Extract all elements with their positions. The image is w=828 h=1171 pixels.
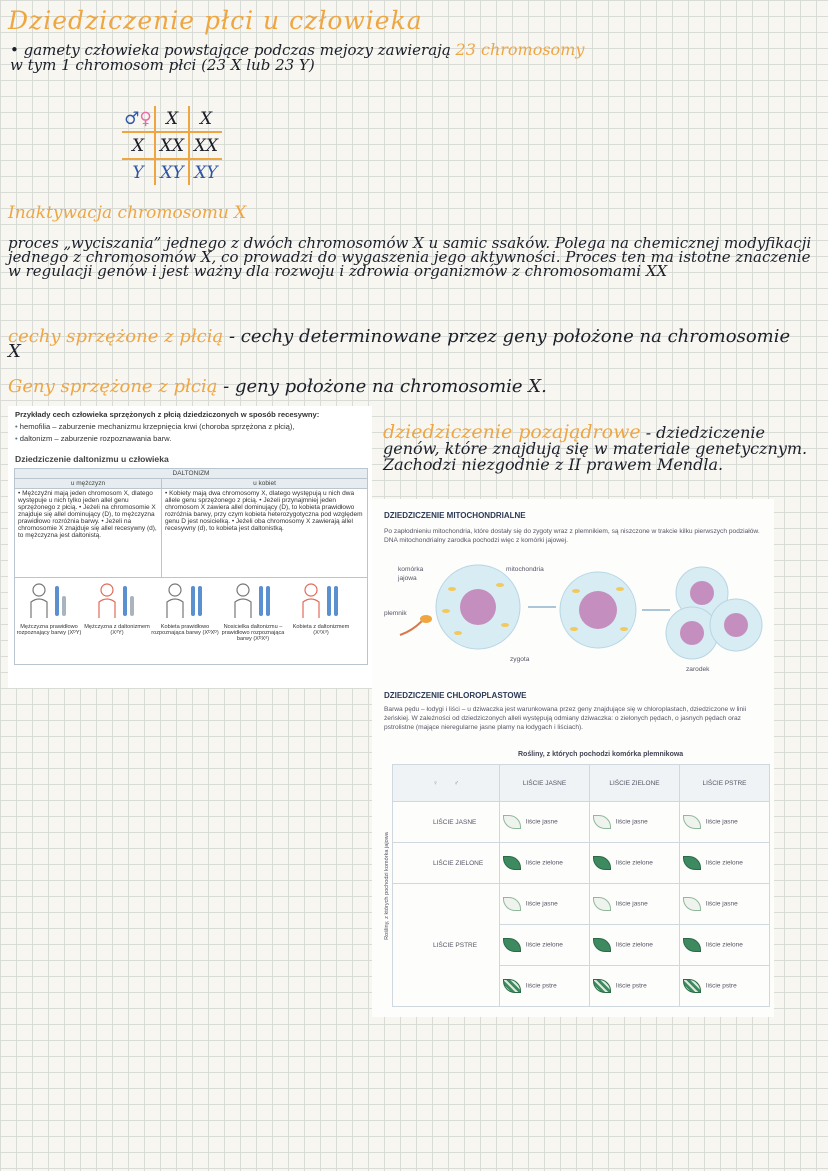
col-women: u kobiet (162, 479, 368, 489)
cell: liście jasne (680, 802, 770, 843)
textbook-daltonism (8, 406, 372, 688)
chloroplast-table (392, 764, 770, 1007)
gametes-line1: • gamety człowieka powstające podczas mejozy zawierają (10, 41, 451, 59)
header-col: LIŚCIE JASNE (500, 765, 590, 802)
header-col: LIŚCIE ZIELONE (590, 765, 680, 802)
person-label: Kobieta z daltonizmem (XᵈXᵈ) (292, 624, 350, 636)
table-caption: Rośliny, z których pochodzi komórka plemnikowa (518, 751, 684, 758)
cell: liście pstre (680, 966, 770, 1007)
table-title: DALTONIZM (15, 469, 368, 479)
punnett-corner: ♂♀ (122, 106, 155, 132)
definition-text: - geny położone na chromosomie X. (223, 376, 547, 397)
punnett-cell: XX (155, 132, 189, 159)
chl-title: DZIEDZICZENIE CHLOROPLASTOWE (384, 691, 527, 700)
person-figure (83, 578, 151, 636)
cell: liście zielone (500, 843, 590, 884)
book1-bullet-2: • daltonizm – zaburzenie rozpoznawania barw. (15, 434, 172, 443)
person-icon (95, 582, 139, 622)
gametes-note (10, 42, 820, 73)
definition-text: - dziedziczenie genów, które znajdują się w materiale genetycznym. Zachodzi niezgodnie z II prawem Mendla. (383, 423, 808, 474)
daltonism-table (14, 468, 368, 665)
mito-text: Po zapłodnieniu mitochondria, które dostały się do zygoty wraz z plemnikiem, są niszczone w trakcie kilku pierwszych podziałów. DNA mitochondrialny zarodka pochodzi więc z komórki jajowej. (384, 528, 760, 544)
book1-intro: Przykłady cech człowieka sprzężonych z płcią dziedziczonych w sposób recesywny: (15, 410, 320, 419)
person-icon (27, 582, 71, 622)
cell: liście pstre (590, 966, 680, 1007)
punnett-square (122, 106, 222, 185)
men-text: • Mężczyźni mają jeden chromosom X, dlatego występuje u nich tylko jeden allel genu sprzężonego z płcią. • Jeżeli na chromosomie X znajduje się allel dominujący (D), to mężczyzna prawidłowo rozróżnia barwy. • Jeżeli na chromosomie X znajduje się allel recesywny (d), to mężczyzna jest daltonistą. (15, 489, 162, 578)
label-sperm: plemnik (384, 610, 407, 617)
person-label: Kobieta prawidłowo rozpoznająca barwy (XᴰXᴰ) (151, 624, 219, 636)
person-figure (151, 578, 219, 636)
mito-title: DZIEDZICZENIE MITOCHONDRIALNE (384, 511, 526, 520)
label-embryo: zarodek (686, 666, 710, 673)
cell: liście zielone (680, 925, 770, 966)
cell: liście jasne (590, 802, 680, 843)
gametes-highlight: 23 chromosomy (455, 40, 585, 59)
cell: liście zielone (590, 843, 680, 884)
punnett-cell: XX (189, 132, 222, 159)
mitochondria-diagram (380, 555, 770, 681)
definition-text: - cechy determinowane przez geny położone na chromosomie X (8, 326, 791, 362)
person-icon (299, 582, 343, 622)
label-mitochondria: mitochondria (506, 566, 544, 573)
row-header: LIŚCIE ZIELONE (393, 843, 500, 884)
page-title: Dziedziczenie płci u człowieka (8, 6, 423, 35)
inactivation-heading: Inaktywacja chromosomu X (8, 203, 247, 223)
definition-sex-linked-genes (8, 376, 808, 397)
book1-bullet-1: • hemofilia – zaburzenie mechanizmu krzepnięcia krwi (choroba sprzężona z płcią), (15, 422, 295, 431)
cell: liście zielone (680, 843, 770, 884)
cell: liście pstre (500, 966, 590, 1007)
person-icon (231, 582, 275, 622)
person-icon (163, 582, 207, 622)
inactivation-text: proces „wyciszania” jednego z dwóch chromosomów X u samic ssaków. Polega na chemicznej modyfikacji jednego z chromosomów X, co prowadzi do wygaszenia jego aktywności. Proces ten ma istotne znaczenie w regulacji genów i jest ważny dla rozwoju i zdrowia organizmów z chromosomami XX (8, 234, 812, 280)
gametes-line2: w tym 1 chromosom płci (23 X lub 23 Y) (10, 56, 315, 74)
women-text: • Kobiety mają dwa chromosomy X, dlatego występują u nich dwa allele genu sprzężonego z płcią. • Jeżeli przynajmniej jeden chromosom X zawiera allel dominujący (D), to kobieta prawidłowo rozróżnia barwy, przy czym kobieta heterozygotyczna pod względem genu D jest nosicielką. • Jeżeli oba chromosomy X zawierają allel recesywny (d), to kobieta jest daltonistką. (162, 489, 368, 578)
row-header: LIŚCIE JASNE (393, 802, 500, 843)
book1-subtitle: Dziedziczenie daltonizmu u człowieka (15, 454, 169, 464)
label-zygote: zygota (510, 656, 530, 663)
definition-extranuclear (383, 421, 821, 474)
row-header: LIŚCIE PSTRE (393, 884, 500, 1007)
person-figure (287, 578, 355, 636)
definition-term: cechy sprzężone z płcią (8, 326, 224, 347)
person-figure (15, 578, 83, 636)
header-corner: ♀ ♂ (393, 765, 500, 802)
person-figure (219, 578, 287, 642)
person-label: Mężczyzna prawidłowo rozpoznający barwy (XᴰY) (16, 624, 82, 636)
chl-text: Barwa pędu – łodygi i liści – u dziwaczka jest warunkowana przez geny znajdujące się w chloroplastach, dziedziczone w linii żeńskiej. W zależności od dziedziczonych alleli występują odmiany dziwaczka: o zielonych pędach, o jasnych pędach oraz pstrolistne (mające nieregularne jasne plamy na łodygach i liściach). (384, 706, 747, 731)
cell: liście jasne (590, 884, 680, 925)
col-men: u mężczyzn (15, 479, 162, 489)
label-egg: komórka jajowa (398, 566, 424, 582)
punnett-row-1: X (122, 132, 155, 159)
people-figures (15, 578, 368, 665)
definition-term: dziedziczenie pozajądrowe (383, 421, 641, 443)
definition-term: Geny sprzężone z płcią (8, 376, 218, 397)
cell: liście jasne (500, 802, 590, 843)
header-col: LIŚCIE PSTRE (680, 765, 770, 802)
side-caption: Rośliny, z których pochodzi komórka jajowa (384, 832, 390, 940)
punnett-cell: XY (189, 159, 222, 185)
cell: liście jasne (680, 884, 770, 925)
punnett-col-1: X (155, 106, 189, 132)
cell: liście zielone (590, 925, 680, 966)
punnett-col-2: X (189, 106, 222, 132)
textbook-extranuclear (372, 499, 774, 1017)
person-label: Mężczyzna z daltonizmem (XᵈY) (84, 624, 150, 636)
cell: liście zielone (500, 925, 590, 966)
cell: liście jasne (500, 884, 590, 925)
punnett-cell: XY (155, 159, 189, 185)
definition-sex-linked-traits (8, 326, 808, 362)
person-label: Nosicielka daltonizmu – prawidłowo rozpoznająca barwy (XᴰXᵈ) (221, 624, 285, 642)
punnett-row-2: Y (122, 159, 155, 185)
